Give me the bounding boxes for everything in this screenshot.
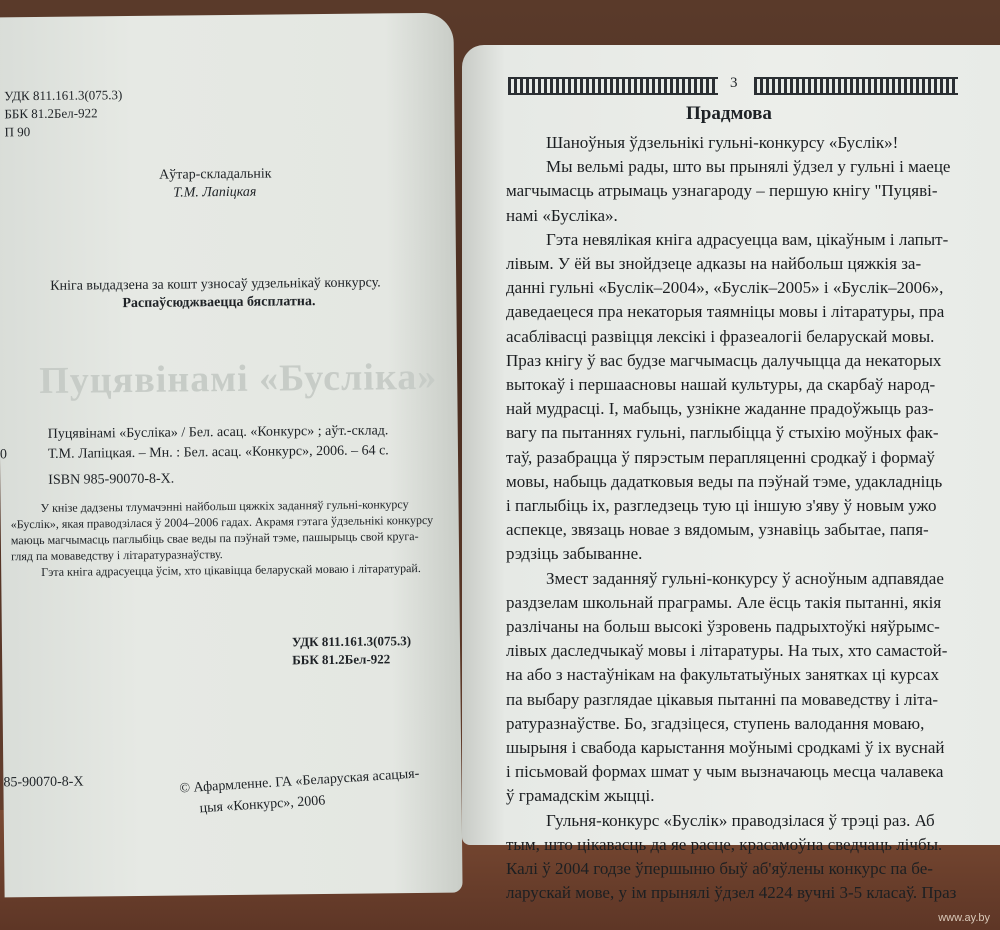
udk-code-top: УДК 811.161.3(075.3)	[4, 87, 123, 104]
preface-line: і паглыбіць іх, разгледзець тую ці іншую з'яву ў новым ужо	[506, 496, 937, 516]
preface-line: Гэта невялікая кніга адрасуецца вам, цікаўным і лапыт-	[546, 229, 949, 249]
bibliographic-line-2: Т.М. Лапіцкая. – Мн. : Бел. асац. «Конкурс», 2006. – 64 с.	[47, 443, 389, 462]
preface-line: тым, што цікавасць да яе расце, красамоўна сведчаць лічбы.	[506, 834, 943, 854]
preface-line: вагу па пытаннях гульні, паглыбіцца ў стыхію моўных фак-	[506, 423, 939, 443]
author-mark: П 90	[4, 124, 31, 140]
author-compiler-label: Аўтар-складальнік	[158, 166, 272, 183]
annotation-audience: Гэта кніга адрасуецца ўсім, хто цікавіцца беларускай моваю і літаратурай.	[41, 560, 421, 579]
preface-line: ў грамадскім жыцці.	[506, 786, 655, 806]
preface-line: данні гульні «Буслік–2004», «Буслік–2005» і «Буслік–2006»,	[506, 278, 944, 298]
author-name: Т.М. Лапіцкая	[173, 184, 257, 201]
left-page	[0, 13, 463, 898]
preface-line: Шаноўныя ўдзельнікі гульні-конкурсу «Буслік»!	[546, 133, 899, 152]
copyright-line-1: © Афармленне. ГА «Беларуская асацыя-	[178, 766, 420, 797]
bibliographic-mark: 0	[0, 447, 8, 463]
copyright-line-2: цыя «Конкурс», 2006	[199, 793, 326, 817]
funded-note: Кніга выдадзена за кошт узносаў удзельнікаў конкурсу.	[50, 275, 381, 294]
page-number: 3	[730, 75, 738, 91]
preface-line: Мы вельмі рады, што вы прынялі ўдзел у гульні і маеце	[546, 157, 951, 177]
preface-line: Гульня-конкурс «Буслік» праводзілася ў трэці раз. Аб	[546, 810, 935, 830]
annotation-line: гляд па моваведству і літаратуразнаўству.	[10, 547, 223, 564]
preface-line: ларускай мове, у ім прынялі ўдзел 4224 вучні 3-5 класаў. Праз	[506, 883, 957, 903]
preface-body	[506, 131, 956, 906]
ornament-border-left	[508, 77, 718, 95]
bbk-code-top: ББК 81.2Бел-922	[4, 105, 98, 122]
udk-code-bottom: УДК 811.161.3(075.3)	[291, 633, 412, 650]
preface-line: магчымасць атрымаць узнагароду – першую кнігу "Пуцявi-	[506, 181, 938, 201]
annotation-line: маюць магчымасць паглыбіць свае веды па пэўнай тэме, пашырыць свой кругa-	[10, 529, 419, 548]
preface-line: най мудрасці. І, мабыць, узнікне жаданне прадоўжыць раз-	[506, 399, 934, 419]
preface-line: шырыня і свабода карыстання моўнымі сродкамі ў іх вуснай	[506, 738, 945, 758]
preface-line: таў, разабрацца ў пярэстым перапляценні сродкаў і формаў	[506, 447, 935, 467]
isbn-bottom: 85-90070-8-X	[3, 774, 84, 791]
preface-line: Калі ў 2004 годзе ўпершыню быў аб'яўлены конкурс па бе-	[506, 859, 933, 879]
annotation-line: «Буслік», якая праводзілася ў 2004–2006 гадах. Акрамя гэтага ўдзельнікі конкурсу	[10, 512, 434, 532]
preface-line: вытокаў і першаасновы нашай культуры, да скарбаў народ-	[506, 375, 936, 395]
bbk-code-bottom: ББК 81.2Бел-922	[292, 651, 391, 668]
preface-line: Змест заданняў гульні-конкурсу ў асноўным адпавядае	[546, 568, 944, 588]
bibliographic-line-1: Пуцявінамі «Бусліка» / Бел. асац. «Конкурс» ; аўт.-склад.	[47, 423, 389, 442]
preface-line: на або з настаўнікам на факультатыўных занятках ці курсах	[506, 665, 940, 685]
preface-line: Праз кнігу ў вас будзе магчымасць далучыцца да некаторых	[506, 350, 942, 370]
preface-line: рэдзіць забыванне.	[506, 544, 643, 564]
right-page	[462, 45, 1000, 903]
free-distribution-note: Распаўсюджваецца бясплатна.	[122, 294, 316, 312]
section-heading: Прадмова	[686, 103, 772, 124]
preface-line: лівым. У ёй вы знойдзеце адказы на найбольш цяжкія за-	[506, 254, 922, 274]
preface-line: ратуразнаўстве. Бо, згадзіцеся, ступень валодання моваю,	[506, 713, 925, 733]
preface-line: па выбару разглядае цікавыя пытанні па моваведству і літа-	[506, 689, 939, 709]
preface-line: намі «Бусліка».	[506, 205, 618, 225]
isbn: ISBN 985-90070-8-X.	[48, 471, 175, 488]
preface-line: лівых даследчыкаў мовы і літаратуры. На тых, хто самастой-	[506, 641, 948, 661]
ornament-border-right	[754, 77, 958, 95]
preface-line: і пісьмовай формах шмат у чым вызначаюць месца чалавека	[506, 762, 944, 782]
preface-line: асаблівасці развіцця лексікі і фразеалогіі беларускай мовы.	[506, 326, 935, 346]
watermark: www.ay.by	[938, 912, 990, 924]
preface-line: раздзелам школьнай праграмы. Але ёсць такія пытанні, якія	[506, 592, 942, 612]
preface-line: даведаецеся пра некаторыя таямніцы мовы і літаратуры, пра	[506, 302, 945, 322]
preface-line: аспекце, звязаць новае з вядомым, узнавіць забытае, папя-	[506, 520, 929, 540]
ghost-show-through-title: Пуцявінамі «Бусліка»	[38, 355, 438, 402]
annotation-line: У кнізе дадзены тлумачэнні найбольш цяжкіх заданняў гульні-конкурсу	[40, 497, 409, 515]
preface-line: разлічаны на больш высокі ўзровень падрыхтоўкі няўрымс-	[506, 617, 940, 637]
preface-line: мовы, набыць дадатковыя веды па пэўнай тэме, удакладніць	[506, 471, 943, 491]
